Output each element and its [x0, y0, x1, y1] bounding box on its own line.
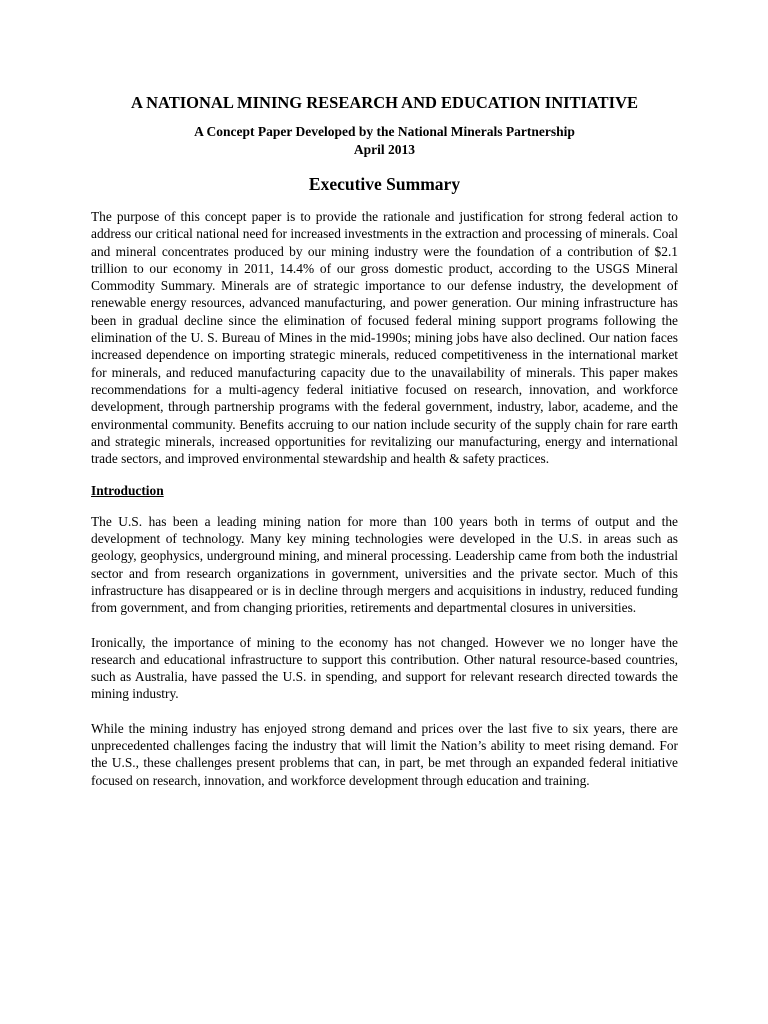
document-title: A NATIONAL MINING RESEARCH AND EDUCATION INITIATIVE	[131, 93, 638, 112]
introduction-heading: Introduction	[91, 483, 164, 499]
introduction-paragraph-1: The U.S. has been a leading mining nation for more than 100 years both in terms of output and the development of technology. Many key mining technologies were developed in the U.S. in areas such as geology, geophysics, underground mining, and mineral processing. Leadership came from both the industrial sector and from research organizations in government, universities and the private sector. Much of this infrastructure has disappeared or is in decline through mergers and acquisitions in industry, reduced funding from government, and from changing priorities, retirements and departmental closures in universities.	[91, 513, 678, 616]
document-page	[91, 92, 678, 789]
document-date: April 2013	[353, 142, 416, 157]
introduction-paragraph-2: Ironically, the importance of mining to the economy has not changed. However we no longer have the research and educational infrastructure to support this contribution. Other natural resource-based countries, such as Australia, have passed the U.S. in spending, and support for relevant research directed towards the mining industry.	[91, 634, 678, 702]
executive-summary-heading: Executive Summary	[308, 174, 461, 194]
introduction-paragraph-3: While the mining industry has enjoyed strong demand and prices over the last five to six years, there are unprecedented challenges facing the industry that will limit the Nation’s ability to meet rising demand. For the U.S., these challenges present problems that can, in part, be met through an expanded federal initiative focused on research, innovation, and workforce development through education and training.	[91, 720, 678, 788]
executive-summary-paragraph: The purpose of this concept paper is to provide the rationale and justification for strong federal action to address our critical national need for increased investments in the extraction and processing of minerals. Coal and mineral concentrates produced by our mining industry were the foundation of a contribution of $2.1 trillion to our economy in 2011, 14.4% of our gross domestic product, according to the USGS Mineral Commodity Summary. Minerals are of strategic importance to our defense industry, the development of renewable energy resources, advanced manufacturing, and power generation. Our mining infrastructure has been in gradual decline since the elimination of focused federal mining support programs following the elimination of the U. S. Bureau of Mines in the mid-1990s; mining jobs have also declined. Our nation faces increased dependence on importing strategic minerals, reduced competitiveness in the international market for minerals, and reduced manufacturing capacity due to the unavailability of minerals. This paper makes recommendations for a multi-agency federal initiative focused on research, innovation, and workforce development, through partnership programs with the federal government, industry, labor, academe, and the environmental community. Benefits accruing to our nation include security of the supply chain for rare earth and strategic minerals, increased opportunities for revitalizing our manufacturing, energy and international trade sectors, and improved environmental stewardship and health & safety practices.	[91, 209, 678, 467]
document-subtitle: A Concept Paper Developed by the National Minerals Partnership	[194, 124, 575, 139]
